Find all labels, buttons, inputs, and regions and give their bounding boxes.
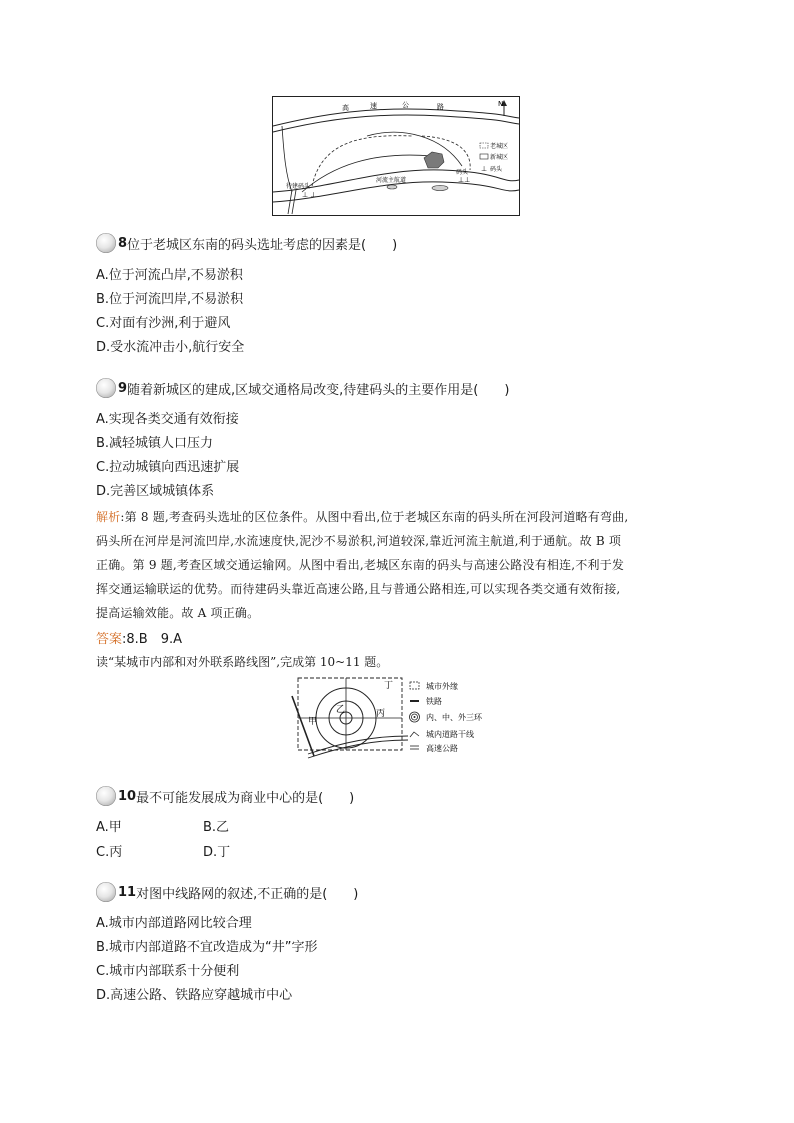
question-8 bbox=[96, 232, 397, 254]
city-ring-road-map bbox=[284, 674, 514, 760]
road-char-4: 路 bbox=[437, 103, 444, 111]
svg-text:⊥: ⊥ bbox=[481, 165, 488, 173]
legend-new-town: 新城区 bbox=[490, 154, 509, 161]
answer-label: 答案 bbox=[96, 632, 123, 647]
option-b: B.减轻城镇人口压力 bbox=[96, 436, 214, 451]
option-a: A.实现各类交通有效衔接 bbox=[96, 412, 239, 427]
explanation-line: 提高运输效能。故 A 项正确。 bbox=[96, 606, 260, 620]
question-number: 10 bbox=[118, 788, 137, 804]
option-c: C.拉动城镇向西迅速扩展 bbox=[96, 460, 240, 475]
road-char-2: 速 bbox=[370, 102, 377, 110]
legend-trunk-road: 城内道路干线 bbox=[426, 730, 474, 739]
question-11 bbox=[96, 881, 358, 903]
question-text: 随着新城区的建成,区域交通格局改变,待建码头的主要作用是( ) bbox=[127, 382, 510, 398]
question-number: 8 bbox=[118, 235, 128, 251]
label-bing: 丙 bbox=[376, 709, 386, 719]
option-b: B.位于河流凹岸,不易淤积 bbox=[96, 292, 244, 307]
dock-label: 码头 bbox=[456, 169, 469, 176]
question-bullet-icon bbox=[96, 786, 116, 806]
legend-old-town: 老城区 bbox=[490, 143, 509, 150]
question-9 bbox=[96, 377, 509, 399]
road-char-1: 高 bbox=[342, 104, 349, 112]
option-b: B.乙 bbox=[203, 820, 230, 835]
explanation-line: 挥交通运输联运的优势。而待建码头靠近高速公路,且与普通公路相连,可以实现各类交通有效衔接, bbox=[96, 582, 621, 596]
planned-dock-label: 待建码头 bbox=[286, 183, 311, 190]
option-c: C.对面有沙洲,利于避风 bbox=[96, 316, 231, 331]
label-ding: 丁 bbox=[384, 681, 394, 691]
option-c: C.丙 bbox=[96, 845, 123, 860]
question-10 bbox=[96, 785, 354, 807]
answer-line bbox=[96, 628, 182, 647]
option-c: C.城市内部联系十分便利 bbox=[96, 964, 240, 979]
answer-text: :8.B 9.A bbox=[122, 632, 183, 647]
question-text: 最不可能发展成为商业中心的是( ) bbox=[136, 790, 355, 806]
river-town-map bbox=[272, 96, 520, 216]
explanation-line: 码头所在河岸是河流凹岸,水流速度快,泥沙不易淤积,河道较深,靠近河流主航道,利于通航。故 B 项 bbox=[96, 534, 622, 548]
explanation-line: 解析:第 8 题,考查码头选址的区位条件。从图中看出,位于老城区东南的码头所在河段河道略有弯曲, bbox=[96, 510, 629, 524]
label-jia: 甲 bbox=[308, 717, 318, 727]
question-bullet-icon bbox=[96, 882, 116, 902]
legend-dock: 码头 bbox=[490, 166, 503, 173]
question-bullet-icon bbox=[96, 233, 116, 253]
explanation-label: 解析 bbox=[96, 510, 121, 524]
reading-instruction: 读“某城市内部和对外联系路线图”,完成第 10~11 题。 bbox=[96, 655, 389, 669]
explanation-block bbox=[96, 505, 710, 625]
question-bullet-icon bbox=[96, 378, 116, 398]
option-b: B.城市内部道路不宜改造成为“井”字形 bbox=[96, 940, 318, 955]
option-a: A.城市内部道路网比较合理 bbox=[96, 916, 252, 931]
option-d: D.丁 bbox=[203, 845, 231, 860]
explanation-line: 正确。第 9 题,考查区域交通运输网。从图中看出,老城区东南的码头与高速公路没有相连,不利于发 bbox=[96, 558, 625, 572]
question-text: 对图中线路网的叙述,不正确的是( ) bbox=[136, 886, 359, 902]
option-d: D.受水流冲击小,航行安全 bbox=[96, 340, 245, 355]
question-number: 9 bbox=[118, 380, 128, 396]
dock-symbol-left: ⊥ ⊥ bbox=[302, 191, 317, 199]
legend-expressway: 高速公路 bbox=[426, 744, 458, 753]
dock-symbol-right: ⊥⊥ bbox=[458, 176, 471, 184]
legend-railway: 铁路 bbox=[426, 697, 442, 706]
question-text: 位于老城区东南的码头选址考虑的因素是( ) bbox=[127, 237, 398, 253]
option-d: D.完善区域城镇体系 bbox=[96, 484, 215, 499]
north-label: N bbox=[498, 100, 504, 108]
option-d: D.高速公路、铁路应穿越城市中心 bbox=[96, 988, 293, 1003]
question-number: 11 bbox=[118, 884, 137, 900]
legend-city-edge: 城市外缘 bbox=[426, 682, 458, 691]
road-char-3: 公 bbox=[402, 101, 409, 109]
channel-label: 河流主航道 bbox=[376, 177, 407, 184]
map-legend bbox=[410, 682, 420, 749]
option-a: A.位于河流凸岸,不易淤积 bbox=[96, 268, 243, 283]
label-yi: 乙 bbox=[336, 705, 346, 715]
legend-rings: 内、中、外三环 bbox=[426, 713, 482, 722]
option-a: A.甲 bbox=[96, 820, 122, 835]
